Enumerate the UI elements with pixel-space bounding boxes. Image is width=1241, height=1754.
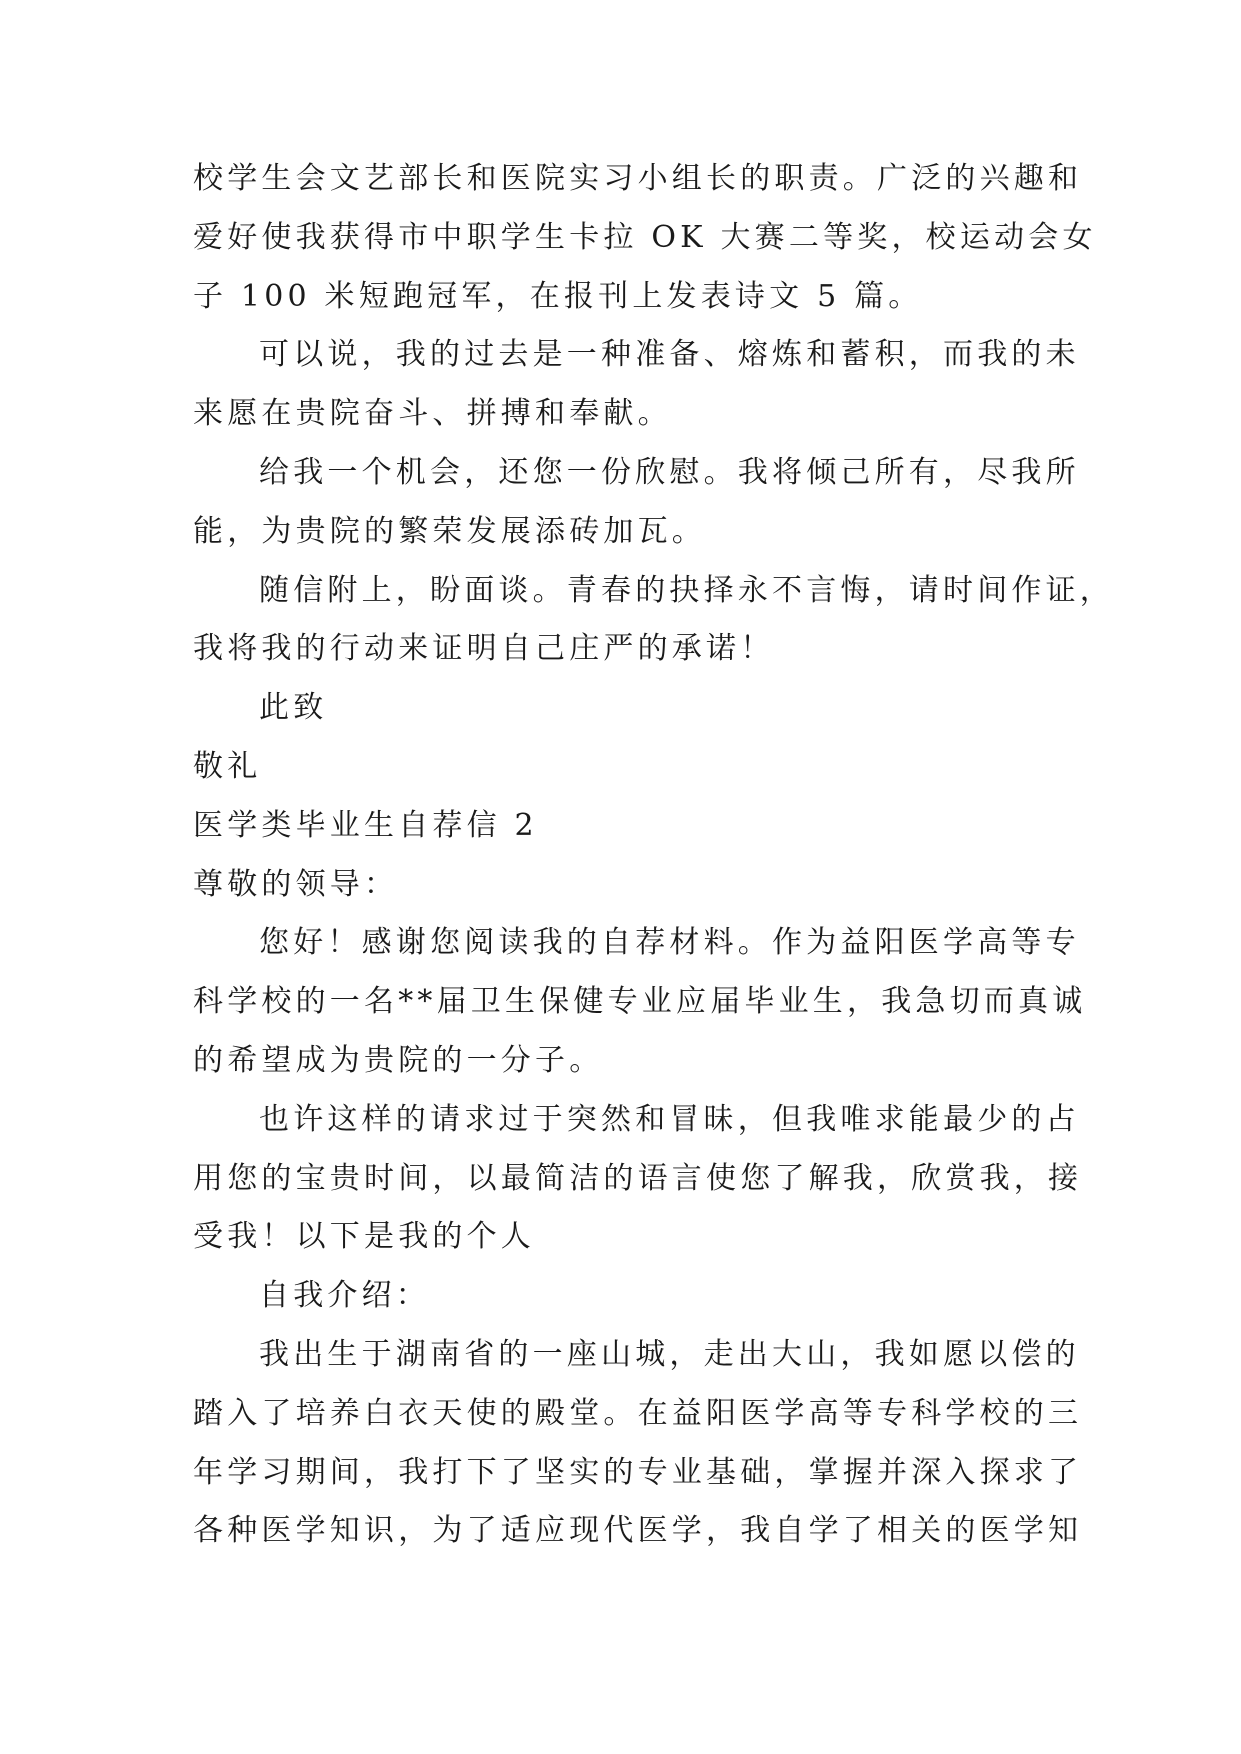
text-line: 各种医学知识，为了适应现代医学，我自学了相关的医学知	[193, 1513, 1083, 1549]
text-line: 踏入了培养白衣天使的殿堂。在益阳医学高等专科学校的三	[193, 1395, 1083, 1431]
text-line: 我将我的行动来证明自己庄严的承诺！	[193, 631, 775, 667]
text-line: 可以说，我的过去是一种准备、熔炼和蓄积，而我的未	[259, 337, 1080, 373]
text-line: 也许这样的请求过于突然和冒昧，但我唯求能最少的占	[259, 1101, 1080, 1137]
document-body	[193, 150, 1114, 1561]
text-line: 自我介绍：	[259, 1278, 430, 1314]
text-line: 给我一个机会，还您一份欣慰。我将倾己所有，尽我所	[259, 454, 1080, 490]
closing-regards: 敬礼	[193, 748, 262, 784]
text-line: 能，为贵院的繁荣发展添砖加瓦。	[193, 513, 706, 549]
text-line: 科学校的一名**届卫生保健专业应届毕业生，我急切而真诚	[193, 984, 1087, 1020]
text-line: 校学生会文艺部长和医院实习小组长的职责。广泛的兴趣和	[193, 161, 1083, 196]
greeting: 尊敬的领导：	[193, 866, 399, 902]
section-title: 医学类毕业生自荐信 2	[193, 807, 538, 843]
closing-salutation: 此致	[259, 690, 328, 726]
text-line: 您好！感谢您阅读我的自荐材料。作为益阳医学高等专	[259, 925, 1080, 961]
text-line: 爱好使我获得市中职学生卡拉 OK 大赛二等奖，校运动会女	[193, 219, 1097, 255]
text-line: 受我！以下是我的个人	[193, 1219, 535, 1255]
text-line: 的希望成为贵院的一分子。	[193, 1042, 604, 1078]
text-line: 随信附上，盼面谈。青春的抉择永不言悔，请时间作证，	[259, 572, 1114, 608]
text-line: 我出生于湖南省的一座山城，走出大山，我如愿以偿的	[259, 1336, 1080, 1372]
text-line: 年学习期间，我打下了坚实的专业基础，掌握并深入探求了	[193, 1454, 1083, 1490]
text-line: 用您的宝贵时间，以最简洁的语言使您了解我，欣赏我，接	[193, 1160, 1083, 1196]
text-line: 子 100 米短跑冠军，在报刊上发表诗文 5 篇。	[193, 278, 923, 314]
text-line: 来愿在贵院奋斗、拼搏和奉献。	[193, 396, 672, 432]
